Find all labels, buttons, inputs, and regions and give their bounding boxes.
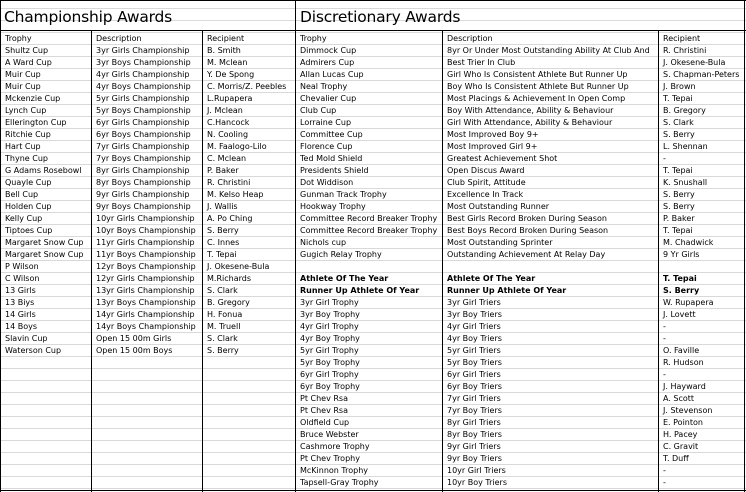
trophy-cell: 4yr Boy Trophy [300, 334, 360, 343]
description-cell: Girl With Attendance, Ability & Behaviour [447, 118, 613, 127]
recipient-cell: - [663, 334, 666, 343]
trophy-cell: Runner Up Athlete Of Year [300, 286, 420, 295]
trophy-cell: Holden Cup [5, 202, 52, 211]
description-cell: 3yr Boy Triers [447, 310, 502, 319]
trophy-cell: Mckenzie Cup [5, 94, 61, 103]
description-cell: 13yr Girls Championship [96, 286, 195, 295]
trophy-cell: 5yr Girl Trophy [300, 346, 359, 355]
description-cell: 8yr Or Under Most Outstanding Ability At Club And [447, 46, 650, 55]
championship-title: Championship Awards [4, 8, 173, 26]
recipient-header: Recipient [207, 34, 245, 43]
description-cell: 5yr Girls Championship [96, 94, 190, 103]
trophy-cell: Margaret Snow Cup [5, 238, 84, 247]
description-cell: 5yr Girl Triers [447, 346, 501, 355]
description-cell [443, 261, 658, 273]
description-cell: 8yr Boy Triers [447, 430, 502, 439]
recipient-cell: T. Tepai [663, 94, 693, 103]
recipient-cell: N. Cooling [207, 130, 249, 139]
description-cell: 11yr Boys Championship [96, 250, 196, 259]
recipient-cell: J. Hayward [663, 382, 706, 391]
recipient-cell: S. Berry [663, 202, 695, 211]
description-cell: Athlete Of The Year [447, 274, 536, 283]
recipient-cell: - [663, 154, 666, 163]
trophy-cell: Lorraine Cup [300, 118, 352, 127]
trophy-cell: Hookway Trophy [300, 202, 366, 211]
trophy-cell: Ritchie Cup [5, 130, 51, 139]
recipient-cell: J. Brown [663, 82, 696, 91]
description-cell: 6yr Girls Championship [96, 118, 190, 127]
description-cell: 14yr Girls Championship [96, 310, 195, 319]
recipient-cell: E. Pointon [663, 418, 703, 427]
recipient-cell: R. Christini [207, 178, 251, 187]
recipient-cell: W. Rupapera [663, 298, 714, 307]
recipient-cell: L.Rupapera [207, 94, 253, 103]
recipient-cell: M. Chadwick [663, 238, 714, 247]
trophy-cell: Chevalier Cup [300, 94, 357, 103]
recipient-cell: H. Fonua [207, 310, 243, 319]
recipient-cell: 9 Yr Girls [663, 250, 700, 259]
trophy-cell: 6yr Girl Trophy [300, 370, 359, 379]
trophy-cell: Presidents Shield [300, 166, 369, 175]
trophy-cell: P Wilson [5, 262, 39, 271]
description-cell: 10yr Girls Championship [96, 214, 195, 223]
recipient-cell: - [663, 370, 666, 379]
trophy-cell: Pt Chev Rsa [300, 394, 348, 403]
recipient-cell: J. Okesene-Bula [663, 58, 726, 67]
trophy-cell: Nichols cup [300, 238, 347, 247]
trophy-cell: Waterson Cup [5, 346, 62, 355]
recipient-cell: C. Morris/Z. Peebles [207, 82, 287, 91]
description-cell: Most Placings & Achievement In Open Comp [447, 94, 626, 103]
description-header: Description [96, 34, 142, 43]
recipient-cell: J. Okesene-Bula [207, 262, 270, 271]
description-cell: 14yr Boys Championship [96, 322, 196, 331]
trophy-cell: Lynch Cup [5, 106, 47, 115]
trophy-cell: Ted Mold Shield [300, 154, 363, 163]
recipient-cell: A. Scott [663, 394, 695, 403]
recipient-cell: J. Mclean [207, 106, 243, 115]
description-cell: Open 15 00m Boys [96, 346, 173, 355]
trophy-cell: A Ward Cup [5, 58, 52, 67]
description-cell: Most Outstanding Runner [447, 202, 550, 211]
trophy-cell: Slavin Cup [5, 334, 48, 343]
recipient-cell: T. Tepai [207, 250, 237, 259]
description-cell: Best Girls Record Broken During Season [447, 214, 607, 223]
description-cell: Most Improved Girl 9+ [447, 142, 538, 151]
discretionary-title: Discretionary Awards [300, 8, 461, 26]
recipient-cell: C. Gravit [663, 442, 699, 451]
recipient-cell: C.Hancock [207, 118, 250, 127]
description-header: Description [447, 34, 493, 43]
description-cell: 10yr Boys Championship [96, 226, 196, 235]
trophy-cell: Pt Chev Trophy [300, 454, 360, 463]
description-cell: 6yr Girl Triers [447, 370, 501, 379]
trophy-cell: Committee Record Breaker Trophy [300, 226, 438, 235]
trophy-cell: Bruce Webster [300, 430, 359, 439]
championship-description-column [92, 33, 202, 357]
recipient-cell: L. Shennan [663, 142, 708, 151]
trophy-cell: Dimmock Cup [300, 46, 357, 55]
description-cell: Club Spirit, Attitude [447, 178, 526, 187]
description-cell: 9yr Girls Championship [96, 190, 190, 199]
trophy-cell: Kelly Cup [5, 214, 43, 223]
trophy-cell: Margaret Snow Cup [5, 250, 84, 259]
description-cell: Best Boys Record Broken During Season [447, 226, 609, 235]
trophy-cell: Allan Lucas Cup [300, 70, 364, 79]
description-cell: 4yr Girls Championship [96, 70, 190, 79]
recipient-cell: R. Christini [663, 46, 707, 55]
trophy-cell: 13 Biys [5, 298, 35, 307]
trophy-cell: Bell Cup [5, 190, 39, 199]
description-cell: 9yr Boy Triers [447, 454, 502, 463]
description-cell: 3yr Girls Championship [96, 46, 190, 55]
description-cell: Boy Who Is Consistent Athlete But Runner Up [447, 82, 629, 91]
recipient-cell: B. Smith [207, 46, 241, 55]
recipient-cell: M. Mclean [207, 58, 248, 67]
trophy-cell: Muir Cup [5, 82, 41, 91]
trophy-cell: Tapsell-Gray Trophy [300, 478, 379, 487]
recipient-cell: T. Tepai [663, 166, 693, 175]
recipient-cell: O. Faville [663, 346, 700, 355]
trophy-cell: 3yr Girl Trophy [300, 298, 359, 307]
description-cell: 11yr Girls Championship [96, 238, 195, 247]
trophy-cell: Thyne Cup [5, 154, 48, 163]
recipient-cell: K. Snushall [663, 178, 708, 187]
trophy-cell: 14 Girls [5, 310, 36, 319]
description-cell: 10yr Boy Triers [447, 478, 508, 487]
description-cell: Open Discus Award [447, 166, 525, 175]
recipient-cell: M. Faalogo-Lilo [207, 142, 267, 151]
top-border [0, 0, 746, 1]
recipient-cell: S. Berry [663, 286, 700, 295]
recipient-cell: M. Kelso Heap [207, 190, 264, 199]
description-cell: 4yr Boy Triers [447, 334, 502, 343]
trophy-cell: 14 Boys [5, 322, 38, 331]
recipient-cell: M.Richards [207, 274, 251, 283]
trophy-cell: Committee Record Breaker Trophy [300, 214, 438, 223]
trophy-cell: Pt Chev Rsa [300, 406, 348, 415]
description-cell: 7yr Girl Triers [447, 394, 501, 403]
recipient-cell: S. Berry [207, 226, 239, 235]
trophy-cell: Gugich Relay Trophy [300, 250, 382, 259]
trophy-cell: Florence Cup [300, 142, 353, 151]
description-cell: Open 15 00m Girls [96, 334, 172, 343]
description-cell: 10yr Girl Triers [447, 466, 506, 475]
trophy-cell [296, 261, 442, 273]
description-cell: 4yr Boys Championship [96, 82, 191, 91]
trophy-cell: 3yr Boy Trophy [300, 310, 360, 319]
bottom-border [0, 490, 746, 491]
recipient-cell: - [663, 466, 666, 475]
trophy-cell: 13 Girls [5, 286, 36, 295]
description-cell: 5yr Boys Championship [96, 106, 191, 115]
recipient-cell: C. Mclean [207, 154, 247, 163]
recipient-cell: J. Stevenson [663, 406, 713, 415]
discretionary-description-column [443, 33, 658, 489]
description-cell: Most Outstanding Sprinter [447, 238, 553, 247]
description-cell: 12yr Boys Championship [96, 262, 196, 271]
championship-recipient-column [203, 33, 295, 357]
column-border [744, 0, 745, 492]
recipient-cell [659, 261, 744, 273]
description-cell: 8yr Girl Triers [447, 418, 501, 427]
description-cell: Most Improved Boy 9+ [447, 130, 539, 139]
trophy-cell: Club Cup [300, 106, 337, 115]
trophy-cell: Ellerington Cup [5, 118, 67, 127]
recipient-cell: S. Chapman-Peters [663, 70, 740, 79]
trophy-cell: McKinnon Trophy [300, 466, 369, 475]
description-cell: Outstanding Achievement At Relay Day [447, 250, 606, 259]
recipient-cell: C. Innes [207, 238, 240, 247]
recipient-cell: A. Po Ching [207, 214, 253, 223]
description-cell: Girl Who Is Consistent Athlete But Runner Up [447, 70, 628, 79]
description-cell: 13yr Boys Championship [96, 298, 196, 307]
description-cell: 3yr Girl Triers [447, 298, 501, 307]
trophy-cell: Oldfield Cup [300, 418, 350, 427]
trophy-cell: Quayle Cup [5, 178, 52, 187]
recipient-cell: M. Truell [207, 322, 241, 331]
recipient-cell: S. Clark [207, 334, 238, 343]
recipient-cell: B. Gregory [207, 298, 250, 307]
description-cell: Greatest Achievement Shot [447, 154, 558, 163]
description-cell: 4yr Girl Triers [447, 322, 501, 331]
description-cell: 5yr Boy Triers [447, 358, 502, 367]
recipient-cell: T. Duff [663, 454, 689, 463]
discretionary-recipient-column [659, 33, 744, 489]
trophy-cell: 5yr Boy Trophy [300, 358, 360, 367]
recipient-cell: Y. De Spong [207, 70, 255, 79]
description-cell: 6yr Boy Triers [447, 382, 502, 391]
description-cell: Excellence In Track [447, 190, 524, 199]
recipient-cell: H. Pacey [663, 430, 698, 439]
trophy-cell: Athlete Of The Year [300, 274, 389, 283]
recipient-cell: J. Wallis [207, 202, 238, 211]
description-cell: Boy With Attendance, Ability & Behaviour [447, 106, 614, 115]
recipient-cell: R. Hudson [663, 358, 704, 367]
trophy-cell: Cashmore Trophy [300, 442, 370, 451]
description-cell: 9yr Boys Championship [96, 202, 191, 211]
recipient-cell: T. Tepai [663, 226, 693, 235]
championship-trophy-column [1, 33, 91, 357]
recipient-cell: S. Berry [663, 190, 695, 199]
recipient-cell: T. Tepai [663, 274, 697, 283]
trophy-cell: Dot Widdison [300, 178, 354, 187]
trophy-header: Trophy [5, 34, 32, 43]
description-cell: 7yr Boy Triers [447, 406, 502, 415]
trophy-cell: Neal Trophy [300, 82, 348, 91]
trophy-cell: Admirers Cup [300, 58, 355, 67]
description-cell: 9yr Girl Triers [447, 442, 501, 451]
description-cell: Best Trier In Club [447, 58, 516, 67]
description-cell: Runner Up Athlete Of Year [447, 286, 567, 295]
discretionary-trophy-column [296, 33, 442, 489]
trophy-cell: G Adams Rosebowl [5, 166, 82, 175]
description-cell: 6yr Boys Championship [96, 130, 191, 139]
description-cell: 8yr Girls Championship [96, 166, 190, 175]
title-row-border [0, 30, 746, 31]
trophy-cell: 4yr Girl Trophy [300, 322, 359, 331]
trophy-cell: Gunman Track Trophy [300, 190, 387, 199]
recipient-cell: S. Berry [207, 346, 239, 355]
recipient-cell: - [663, 322, 666, 331]
trophy-cell: Committee Cup [300, 130, 363, 139]
description-cell: 8yr Boys Championship [96, 178, 191, 187]
recipient-cell: B. Gregory [663, 106, 706, 115]
recipient-cell: P. Baker [663, 214, 695, 223]
recipient-cell: S. Clark [207, 286, 238, 295]
trophy-cell: Hart Cup [5, 142, 41, 151]
trophy-header: Trophy [300, 34, 327, 43]
trophy-cell: 6yr Boy Trophy [300, 382, 360, 391]
trophy-cell: Shultz Cup [5, 46, 49, 55]
description-cell: 7yr Girls Championship [96, 142, 190, 151]
description-cell: 12yr Girls Championship [96, 274, 195, 283]
description-cell: 7yr Boys Championship [96, 154, 191, 163]
trophy-cell: Tiptoes Cup [5, 226, 53, 235]
trophy-cell: C Wilson [5, 274, 40, 283]
recipient-header: Recipient [663, 34, 701, 43]
recipient-cell: J. Lovett [663, 310, 696, 319]
recipient-cell: P. Baker [207, 166, 239, 175]
trophy-cell: Muir Cup [5, 70, 41, 79]
recipient-cell: S. Clark [663, 118, 694, 127]
description-cell: 3yr Boys Championship [96, 58, 191, 67]
recipient-cell: - [663, 478, 666, 487]
recipient-cell: S. Berry [663, 130, 695, 139]
